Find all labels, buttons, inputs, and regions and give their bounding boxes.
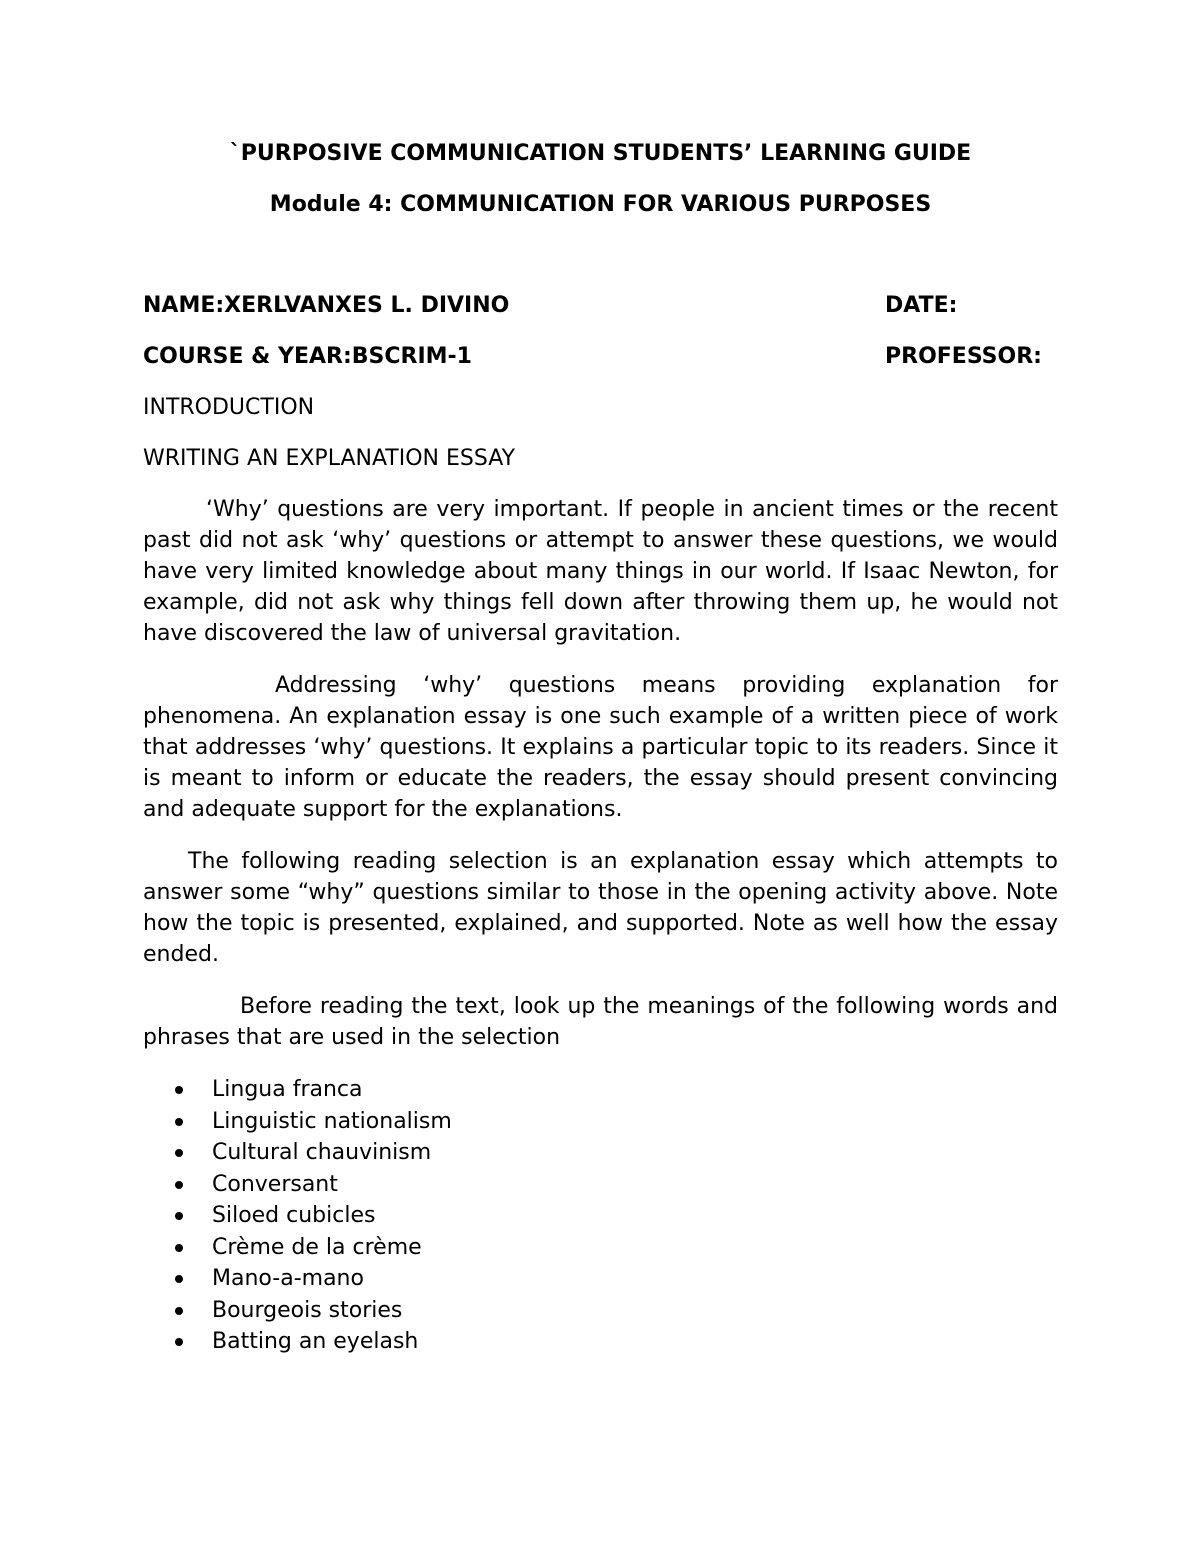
paragraph: The following reading selection is an explanation essay which attempts to answer some “why” questions similar to those in the opening activity above. Note how the topic is presented, explained, and supported. Note as well how the essay ended. bbox=[143, 849, 1058, 967]
document-body bbox=[143, 138, 1058, 1358]
bullet-icon bbox=[175, 1181, 183, 1189]
list-item bbox=[143, 1137, 1058, 1169]
document-title: `PURPOSIVE COMMUNICATION STUDENTS’ LEARNING GUIDE bbox=[229, 141, 972, 166]
list-item-text: Conversant bbox=[212, 1171, 338, 1197]
bullet-icon bbox=[175, 1338, 183, 1346]
name-field: NAME:XERLVANXES L. DIVINO bbox=[143, 293, 510, 318]
info-row-name-date bbox=[143, 290, 1058, 321]
list-item-text: Mano-a-mano bbox=[212, 1266, 364, 1291]
list-item-text: Bourgeois stories bbox=[212, 1297, 403, 1323]
list-item-text: Siloed cubicles bbox=[212, 1203, 376, 1228]
list-item-text: Crème de la crème bbox=[212, 1234, 422, 1260]
module-title: Module 4: COMMUNICATION FOR VARIOUS PURPOSES bbox=[269, 192, 932, 217]
list-item bbox=[143, 1295, 1058, 1327]
bullet-icon bbox=[175, 1307, 183, 1315]
paragraph: ‘Why’ questions are very important. If people in ancient times or the recent past did not ask ‘why’ questions or attempt to answer these questions, we would have very limited knowledge about many things in our world. If Isaac Newton, for example, did not ask why things fell down after throwing them up, he would not have discovered the law of universal gravitation. bbox=[143, 497, 1058, 646]
list-item bbox=[143, 1074, 1058, 1106]
course-year-field: COURSE & YEAR:BSCRIM-1 bbox=[143, 344, 472, 369]
paragraph: Before reading the text, look up the meanings of the following words and phrases that are used in the selection bbox=[143, 994, 1058, 1050]
list-item-text: Linguistic nationalism bbox=[212, 1108, 452, 1134]
list-item-text: Cultural chauvinism bbox=[212, 1140, 432, 1165]
bullet-icon bbox=[175, 1244, 183, 1252]
list-item bbox=[143, 1200, 1058, 1232]
info-row-course-professor bbox=[143, 341, 1058, 372]
bullet-icon bbox=[175, 1086, 183, 1094]
paragraph: Addressing ‘why’ questions means providing explanation for phenomena. An explanation essay is one such example of a written piece of work that addresses ‘why’ questions. It explains a particular topic to its readers. Since it is meant to inform or educate the readers, the essay should present convincing and adequate support for the explanations. bbox=[143, 673, 1058, 822]
bullet-icon bbox=[175, 1118, 183, 1126]
vocabulary-list bbox=[143, 1074, 1058, 1358]
bullet-icon bbox=[175, 1149, 183, 1157]
list-item-text: Lingua franca bbox=[212, 1077, 363, 1102]
list-item bbox=[143, 1169, 1058, 1201]
section-subheading: WRITING AN EXPLANATION ESSAY bbox=[143, 446, 516, 471]
list-item-text: Batting an eyelash bbox=[212, 1329, 419, 1354]
list-item bbox=[143, 1326, 1058, 1358]
bullet-icon bbox=[175, 1212, 183, 1220]
list-item bbox=[143, 1106, 1058, 1138]
professor-field: PROFESSOR: bbox=[885, 344, 1042, 369]
list-item bbox=[143, 1263, 1058, 1295]
list-item bbox=[143, 1232, 1058, 1264]
section-heading: INTRODUCTION bbox=[143, 395, 315, 420]
date-field: DATE: bbox=[885, 293, 958, 318]
bullet-icon bbox=[175, 1275, 183, 1283]
